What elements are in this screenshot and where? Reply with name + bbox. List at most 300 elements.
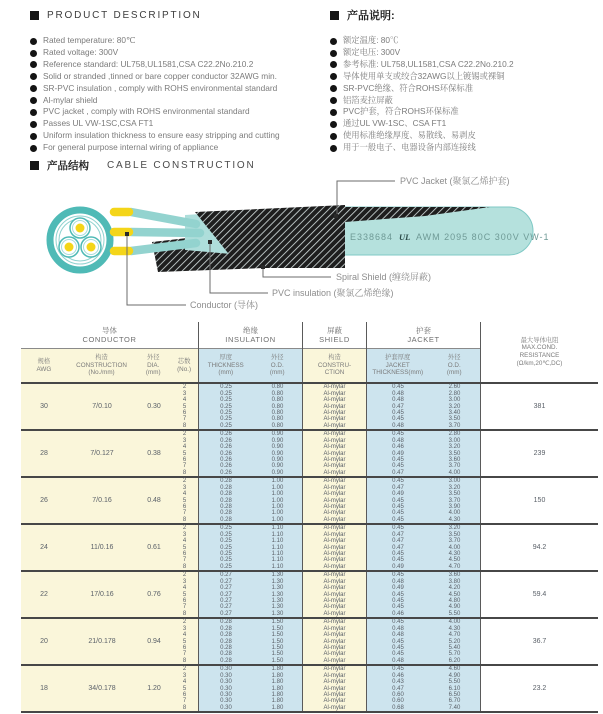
cell-line: 4.90 [448, 604, 461, 611]
cell-line: 3.00 [448, 478, 461, 485]
cell-line: 3.70 [448, 463, 461, 470]
cell-line: 6.20 [448, 657, 461, 664]
cell-line: 5 [182, 591, 187, 598]
cell-line: 1.50 [271, 657, 284, 664]
cell-line: 6 [182, 456, 187, 463]
diameter-cell: 0.38 [137, 431, 171, 476]
jacket-thickness-header: 护套厚度 JACKET THICKNESS(mm) [367, 349, 428, 382]
cell-line: 4.00 [448, 469, 461, 476]
cell-line: 1.30 [271, 591, 284, 598]
cell-line: 1.30 [271, 572, 284, 579]
cell-line: Al-mylar [323, 403, 346, 410]
cell-line: 0.27 [220, 610, 232, 617]
cell-line: 2 [182, 666, 187, 673]
cell-line: 5 [182, 544, 187, 551]
core-count-cell [171, 619, 199, 664]
jacket-od-cell [429, 572, 481, 617]
table-row [21, 619, 598, 666]
cell-line: 1.80 [271, 691, 284, 698]
cell-line: 0.25 [220, 538, 232, 545]
cell-line: 2 [182, 384, 187, 391]
insulation-thickness-cell [199, 478, 253, 523]
cell-line: 0.25 [220, 557, 232, 564]
diameter-cell: 0.94 [137, 619, 171, 664]
cell-line: 1.10 [271, 557, 284, 564]
cell-line: 2 [182, 619, 187, 626]
cell-line: 1.00 [271, 510, 284, 517]
cell-line: 0.90 [271, 456, 284, 463]
cell-line: Al-mylar [323, 510, 346, 517]
cell-line: 0.30 [220, 698, 232, 705]
cell-line: 0.27 [220, 597, 232, 604]
insulation-od-cell [253, 384, 303, 429]
cell-line: Al-mylar [323, 384, 346, 391]
header-en: INSULATION [225, 335, 276, 344]
cell-line: 6.50 [448, 691, 461, 698]
construction-cell: 34/0.178 [67, 666, 137, 711]
construction-cell: 21/0.178 [67, 619, 137, 664]
jacket-od-cell [429, 525, 481, 570]
construction-cell: 17/0.16 [67, 572, 137, 617]
core-count-cell [171, 572, 199, 617]
jacket-thickness-cell [367, 619, 429, 664]
cell-line: 0.47 [392, 685, 404, 692]
cell-line: 0.48 [392, 632, 404, 639]
cell-line: 0.27 [220, 591, 232, 598]
cell-line: 7 [182, 557, 187, 564]
cell-line: 0.90 [271, 437, 284, 444]
cell-line: 3 [182, 437, 187, 444]
cell-line: Al-mylar [323, 651, 346, 658]
cell-line: 0.80 [271, 409, 284, 416]
cell-line: 3.50 [448, 450, 461, 457]
cell-line: 3.70 [448, 497, 461, 504]
cell-line: 0.26 [220, 437, 232, 444]
cell-line: 0.30 [220, 685, 232, 692]
cell-line: 0.28 [220, 657, 232, 664]
cell-line: Al-mylar [323, 497, 346, 504]
resistance-header: 最大导体电阻 MAX.COND. RESISTANCE (Ω/km,20℃,DC) [481, 322, 598, 382]
cell-line: 4.00 [448, 619, 461, 626]
bullet-text: SR-PVC insulation , comply with ROHS environmental standard [43, 82, 278, 93]
bullet-text: SR-PVC绝缘、符合ROHS环保标准 [343, 82, 473, 93]
cell-line: 0.28 [220, 638, 232, 645]
cell-line: Al-mylar [323, 625, 346, 632]
cell-line: 1.80 [271, 685, 284, 692]
awg-cell: 30 [21, 384, 67, 429]
cell-line: Al-mylar [323, 397, 346, 404]
shield-construction-cell [303, 431, 367, 476]
cell-line: 3.60 [448, 572, 461, 579]
header-cn: 屏蔽 [327, 326, 342, 335]
cell-line: 2.60 [448, 384, 461, 391]
cell-line: 0.25 [220, 550, 232, 557]
cell-line: Al-mylar [323, 422, 346, 429]
resistance-cell: 23.2 [481, 666, 598, 711]
cable-marking-e-number: E338684 [350, 232, 394, 242]
cell-line: 6 [182, 644, 187, 651]
cell-line: 6 [182, 691, 187, 698]
cell-line: Al-mylar [323, 525, 346, 532]
cell-line: 1.10 [271, 538, 284, 545]
cell-line: 0.45 [392, 510, 404, 517]
construction-header: 构造 CONSTRUCTION (No./mm) [67, 349, 137, 382]
cell-line: 4.90 [448, 672, 461, 679]
cell-line: 1.30 [271, 585, 284, 592]
cell-line: Al-mylar [323, 478, 346, 485]
cell-line: 3 [182, 672, 187, 679]
cell-line: 0.49 [392, 563, 404, 570]
cell-line: 5 [182, 450, 187, 457]
cell-line: 0.80 [271, 403, 284, 410]
cell-line: 0.47 [392, 469, 404, 476]
jacket-od-cell [429, 431, 481, 476]
ul-logo-icon: UL [399, 232, 411, 242]
bullet-text: PVC jacket , comply with ROHS environmental standard [43, 106, 250, 117]
header-cn: 护套 [416, 326, 431, 335]
cell-line: 1.10 [271, 544, 284, 551]
cell-line: 5 [182, 638, 187, 645]
cell-line: 3.50 [448, 491, 461, 498]
shield-label: Spiral Shield (缠绕屏蔽) [336, 272, 432, 282]
cell-line: 1.50 [271, 638, 284, 645]
jacket-od-cell [429, 619, 481, 664]
cell-line: 1.50 [271, 619, 284, 626]
cell-line: 4.00 [448, 544, 461, 551]
cell-line: 0.49 [392, 491, 404, 498]
cell-line: 0.25 [220, 390, 232, 397]
insulation-od-header: 外径 O.D. (mm) [252, 349, 302, 382]
insulation-thickness-cell [199, 384, 253, 429]
jacket-od-header: 外径 O.D. (mm) [428, 349, 480, 382]
section-title-text: 产品说明: [347, 10, 395, 22]
cell-line: 0.47 [392, 403, 404, 410]
jacket-thickness-cell [367, 525, 429, 570]
cell-line: 6.70 [448, 698, 461, 705]
cell-line: 0.45 [392, 431, 404, 438]
construction-cell: 7/0.16 [67, 478, 137, 523]
cell-line: Al-mylar [323, 503, 346, 510]
core-count-cell [171, 384, 199, 429]
cell-line: 0.28 [220, 503, 232, 510]
resistance-cell: 150 [481, 478, 598, 523]
insulation-group-header [199, 322, 302, 349]
cell-line: 0.27 [220, 578, 232, 585]
cell-line: 0.45 [392, 478, 404, 485]
cable-marking-spec: AWM 2095 80C 300V VW-1 [416, 232, 550, 242]
shield-group [303, 322, 367, 382]
cell-line: 0.45 [392, 557, 404, 564]
cell-line: 1.10 [271, 525, 284, 532]
resistance-cell: 36.7 [481, 619, 598, 664]
cell-line: Al-mylar [323, 672, 346, 679]
cell-line: 6 [182, 503, 187, 510]
bullet-text: Rated temperature: 80℃ [43, 35, 136, 45]
cell-line: 0.28 [220, 619, 232, 626]
cell-line: 1.30 [271, 597, 284, 604]
header-en: SHIELD [319, 335, 350, 344]
construction-cell: 11/0.16 [67, 525, 137, 570]
core-count-cell [171, 431, 199, 476]
bullet-text: Rated voltage: 300V [43, 46, 119, 57]
cell-line: 0.90 [271, 444, 284, 451]
insulation-od-cell [253, 478, 303, 523]
cell-line: 0.90 [271, 431, 284, 438]
cell-line: 0.80 [271, 397, 284, 404]
cell-line: 0.48 [392, 437, 404, 444]
cell-line: 3.00 [448, 437, 461, 444]
cell-line: 0.45 [392, 597, 404, 604]
bullet-text: PVC护套，符合ROHS环保标准 [343, 106, 459, 117]
cell-line: 7 [182, 416, 187, 423]
core-count-cell [171, 666, 199, 711]
bullet-text: 额定温度: 80℃ [343, 35, 399, 45]
cell-line: 0.80 [271, 422, 284, 429]
cell-line: 7 [182, 698, 187, 705]
cell-line: 0.80 [271, 416, 284, 423]
cell-line: 0.46 [392, 444, 404, 451]
cell-line: 3.50 [448, 416, 461, 423]
cell-line: 0.25 [220, 403, 232, 410]
cell-line: 0.48 [392, 422, 404, 429]
cell-line: 0.45 [392, 463, 404, 470]
table-body [21, 384, 598, 713]
cell-line: 5 [182, 403, 187, 410]
cell-line: 0.47 [392, 484, 404, 491]
cell-line: Al-mylar [323, 563, 346, 570]
cell-line: 4 [182, 444, 187, 451]
cell-line: 0.28 [220, 644, 232, 651]
bullet-text: 参考标准: UL758,UL1581,CSA C22.2No.210.2 [343, 58, 514, 69]
bullet-text: 导体使用单支或绞合32AWG以上镀锡或裸铜 [343, 70, 505, 81]
cell-line: 0.28 [220, 497, 232, 504]
diameter-header: 外径 DIA. (mm) [136, 349, 170, 382]
cell-line: 0.25 [220, 544, 232, 551]
core-count-cell [171, 478, 199, 523]
cell-line: 4.30 [448, 625, 461, 632]
table-row [21, 666, 598, 713]
table-row [21, 572, 598, 619]
cell-line: 4.50 [448, 591, 461, 598]
cell-line: 3 [182, 484, 187, 491]
cell-line: 3.20 [448, 403, 461, 410]
cell-line: 0.60 [392, 698, 404, 705]
cell-line: 5.50 [448, 610, 461, 617]
cell-line: Al-mylar [323, 597, 346, 604]
cell-line: 3.90 [448, 503, 461, 510]
jacket-od-cell [429, 666, 481, 711]
cell-line: Al-mylar [323, 557, 346, 564]
cell-line: 0.45 [392, 591, 404, 598]
resistance-cell: 59.4 [481, 572, 598, 617]
cell-line: 0.45 [392, 525, 404, 532]
cell-line: 0.48 [392, 397, 404, 404]
cell-line: 6.10 [448, 685, 461, 692]
cell-line: 0.28 [220, 632, 232, 639]
cell-line: 0.45 [392, 572, 404, 579]
cell-line: 3.20 [448, 444, 461, 451]
section-title-cn: 产品结构 [47, 159, 89, 172]
cell-line: 0.27 [220, 572, 232, 579]
cell-line: 0.25 [220, 409, 232, 416]
cell-line: 0.47 [392, 544, 404, 551]
cell-line: 0.60 [392, 691, 404, 698]
cell-line: 1.00 [271, 478, 284, 485]
cell-line: 1.30 [271, 578, 284, 585]
cell-line: 0.45 [392, 384, 404, 391]
cell-line: Al-mylar [323, 484, 346, 491]
cell-line: 0.49 [392, 585, 404, 592]
insulation-thickness-cell [199, 619, 253, 664]
bullet-text: For general purpose internal wiring of appliance [43, 142, 219, 153]
table-row [21, 525, 598, 572]
cell-line: 4.20 [448, 585, 461, 592]
awg-cell: 18 [21, 666, 67, 711]
awg-cell: 28 [21, 431, 67, 476]
cell-line: Al-mylar [323, 456, 346, 463]
cell-line: Al-mylar [323, 469, 346, 476]
cell-line: 4.70 [448, 632, 461, 639]
awg-header: 规格 AWG [21, 349, 67, 382]
table-row [21, 431, 598, 478]
cell-line: 0.28 [220, 478, 232, 485]
cell-line: Al-mylar [323, 691, 346, 698]
cell-line: Al-mylar [323, 619, 346, 626]
cell-line: 4 [182, 397, 187, 404]
specification-table [21, 322, 598, 713]
bullet-text: 通过UL VW-1SC、CSA FT1 [343, 118, 447, 129]
cell-line: 3 [182, 390, 187, 397]
cell-line: 0.68 [392, 704, 404, 711]
section-title-text: PRODUCT DESCRIPTION [47, 9, 202, 21]
insulation-od-cell [253, 525, 303, 570]
jacket-label: PVC Jacket (聚氯乙烯护套) [400, 176, 510, 186]
shield-construction-cell [303, 666, 367, 711]
cell-line: 4 [182, 491, 187, 498]
shield-construction-header: 构造 CONSTRU- CTION [303, 349, 366, 382]
core-count-cell [171, 525, 199, 570]
cell-line: 2.80 [448, 390, 461, 397]
jacket-od-cell [429, 478, 481, 523]
diameter-cell: 0.48 [137, 478, 171, 523]
cell-line: 0.30 [220, 704, 232, 711]
cell-line: 4.80 [448, 597, 461, 604]
cell-line: Al-mylar [323, 704, 346, 711]
cell-line: 4 [182, 632, 187, 639]
cell-line: 3.20 [448, 484, 461, 491]
insulation-od-cell [253, 619, 303, 664]
cell-line: 0.47 [392, 538, 404, 545]
cell-line: 1.30 [271, 604, 284, 611]
cell-line: 0.45 [392, 416, 404, 423]
cell-line: 0.25 [220, 525, 232, 532]
cell-line: 1.00 [271, 503, 284, 510]
cell-line: 0.26 [220, 444, 232, 451]
cell-line: 4.60 [448, 666, 461, 673]
cell-line: Al-mylar [323, 604, 346, 611]
bullet-text: Al-mylar shield [43, 94, 98, 105]
cell-line: Al-mylar [323, 463, 346, 470]
cell-line: Al-mylar [323, 538, 346, 545]
cell-line: 0.28 [220, 491, 232, 498]
cell-line: 0.90 [271, 469, 284, 476]
cell-line: Al-mylar [323, 544, 346, 551]
cell-line: 4.00 [448, 510, 461, 517]
cell-line: 0.46 [392, 610, 404, 617]
insulation-group [199, 322, 303, 382]
jacket-thickness-cell [367, 572, 429, 617]
shield-construction-cell [303, 384, 367, 429]
cell-line: 1.80 [271, 679, 284, 686]
cell-line: 3.00 [448, 397, 461, 404]
cell-line: 0.30 [220, 672, 232, 679]
cell-line: 5.50 [448, 679, 461, 686]
table-header [21, 322, 598, 384]
cell-line: 3.70 [448, 422, 461, 429]
cable-construction-diagram [0, 0, 603, 320]
section-title-en: CABLE CONSTRUCTION [107, 159, 256, 171]
insulation-od-cell [253, 572, 303, 617]
shield-construction-cell [303, 525, 367, 570]
cell-line: 0.28 [220, 625, 232, 632]
awg-cell: 20 [21, 619, 67, 664]
cell-line: Al-mylar [323, 638, 346, 645]
header-en: JACKET [407, 335, 440, 344]
cell-line: 1.10 [271, 563, 284, 570]
resistance-cell: 94.2 [481, 525, 598, 570]
cell-line: 6 [182, 550, 187, 557]
cell-line: 0.45 [392, 638, 404, 645]
cell-line: 0.30 [220, 691, 232, 698]
shield-construction-cell [303, 478, 367, 523]
cell-line: 0.45 [392, 503, 404, 510]
diameter-cell: 0.76 [137, 572, 171, 617]
cell-line: 1.30 [271, 610, 284, 617]
cell-line: 0.45 [392, 550, 404, 557]
core-count-header: 芯数 (No.) [170, 349, 198, 382]
cell-line: 8 [182, 469, 187, 476]
cell-line: 6 [182, 597, 187, 604]
cell-line: 0.25 [220, 384, 232, 391]
cell-line: Al-mylar [323, 632, 346, 639]
construction-cell: 7/0.10 [67, 384, 137, 429]
cell-line: Al-mylar [323, 644, 346, 651]
cell-line: Al-mylar [323, 591, 346, 598]
cell-line: 1.00 [271, 484, 284, 491]
cell-line: 1.10 [271, 550, 284, 557]
cell-line: 3 [182, 578, 187, 585]
cell-line: 8 [182, 516, 187, 523]
cell-line: 3.70 [448, 538, 461, 545]
cell-line: 8 [182, 657, 187, 664]
jacket-thickness-cell [367, 431, 429, 476]
cell-line: Al-mylar [323, 657, 346, 664]
cell-line: 1.10 [271, 531, 284, 538]
cell-line: 0.45 [392, 651, 404, 658]
cell-line: 0.25 [220, 397, 232, 404]
cell-line: 0.28 [220, 516, 232, 523]
cell-line: 0.45 [392, 516, 404, 523]
cell-line: Al-mylar [323, 585, 346, 592]
cell-line: Al-mylar [323, 572, 346, 579]
cell-line: 0.25 [220, 422, 232, 429]
cell-line: 1.80 [271, 704, 284, 711]
cell-line: 4 [182, 679, 187, 686]
cell-line: 5 [182, 497, 187, 504]
cell-line: 7 [182, 510, 187, 517]
insulation-thickness-cell [199, 431, 253, 476]
cell-line: 3.20 [448, 525, 461, 532]
